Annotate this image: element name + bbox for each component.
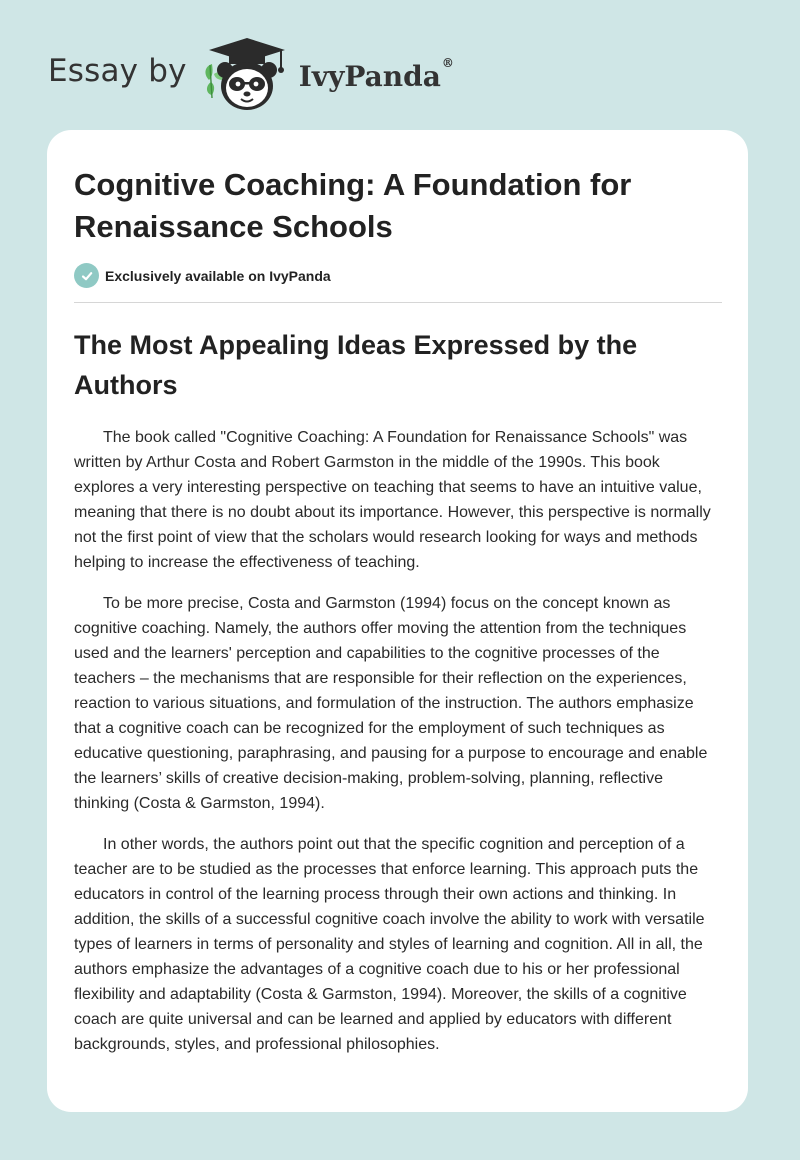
essay-by-label: Essay by	[48, 53, 187, 89]
paragraph: The book called "Cognitive Coaching: A Foundation for Renaissance Schools" was written by Arthur Costa and Robert Garmston in the middle of the 1990s. This book explores a very interesting perspective on teaching that seems to have an intuitive value, meaning that there is no doubt about its importance. However, this perspective is normally not the first point of view that the scholars would research looking for ways and methods helping to increase the effectiveness of teaching.	[74, 429, 711, 571]
paragraph: To be more precise, Costa and Garmston (1994) focus on the concept known as cognitive coaching. Namely, the authors offer moving the attention from the techniques used and the learners' perception and capabilities to the cognitive processes of the teachers – the mechanisms that are responsible for their reflection on the experiences, reaction to various situations, and formulation of the instruction. The authors emphasize that a cognitive coach can be recognized for the employment of such techniques as educative questioning, paraphrasing, and pausing for a purpose to encourage and enable the learners’ skills of creative decision-making, problem-solving, planning, reflective thinking (Costa & Garmston, 1994).	[74, 595, 708, 812]
paragraph: In other words, the authors point out that the specific cognition and perception of a teacher are to be studied as the processes that enforce learning. This approach puts the educators in control of the learning process through their own actions and thinking. In addition, the skills of a successful cognitive coach involve the ability to work with versatile types of learners in terms of personality and styles of learning and cognition. All in all, the authors emphasize the advantages of a cognitive coach due to his or her professional flexibility and adaptability (Costa & Garmston, 1994). Moreover, the skills of a cognitive coach are quite universal and can be learned and applied by educators with different backgrounds, styles, and professional philosophies.	[74, 836, 705, 1053]
article-card	[47, 130, 748, 1112]
section-heading: The Most Appealing Ideas Expressed by the Authors	[74, 330, 638, 400]
registered-mark: ®	[441, 55, 454, 70]
panda-graduate-logo-icon[interactable]	[201, 34, 293, 114]
checkmark-icon	[74, 263, 99, 288]
title-divider	[74, 302, 722, 303]
brand-text: IvyPanda	[298, 59, 441, 93]
exclusive-badge	[74, 263, 331, 288]
brand-name[interactable]	[298, 55, 454, 93]
exclusive-label: Exclusively available on IvyPanda	[105, 267, 331, 284]
article-body	[74, 425, 722, 1073]
site-header	[48, 34, 454, 114]
article-title: Cognitive Coaching: A Foundation for Renaissance Schools	[74, 167, 632, 244]
